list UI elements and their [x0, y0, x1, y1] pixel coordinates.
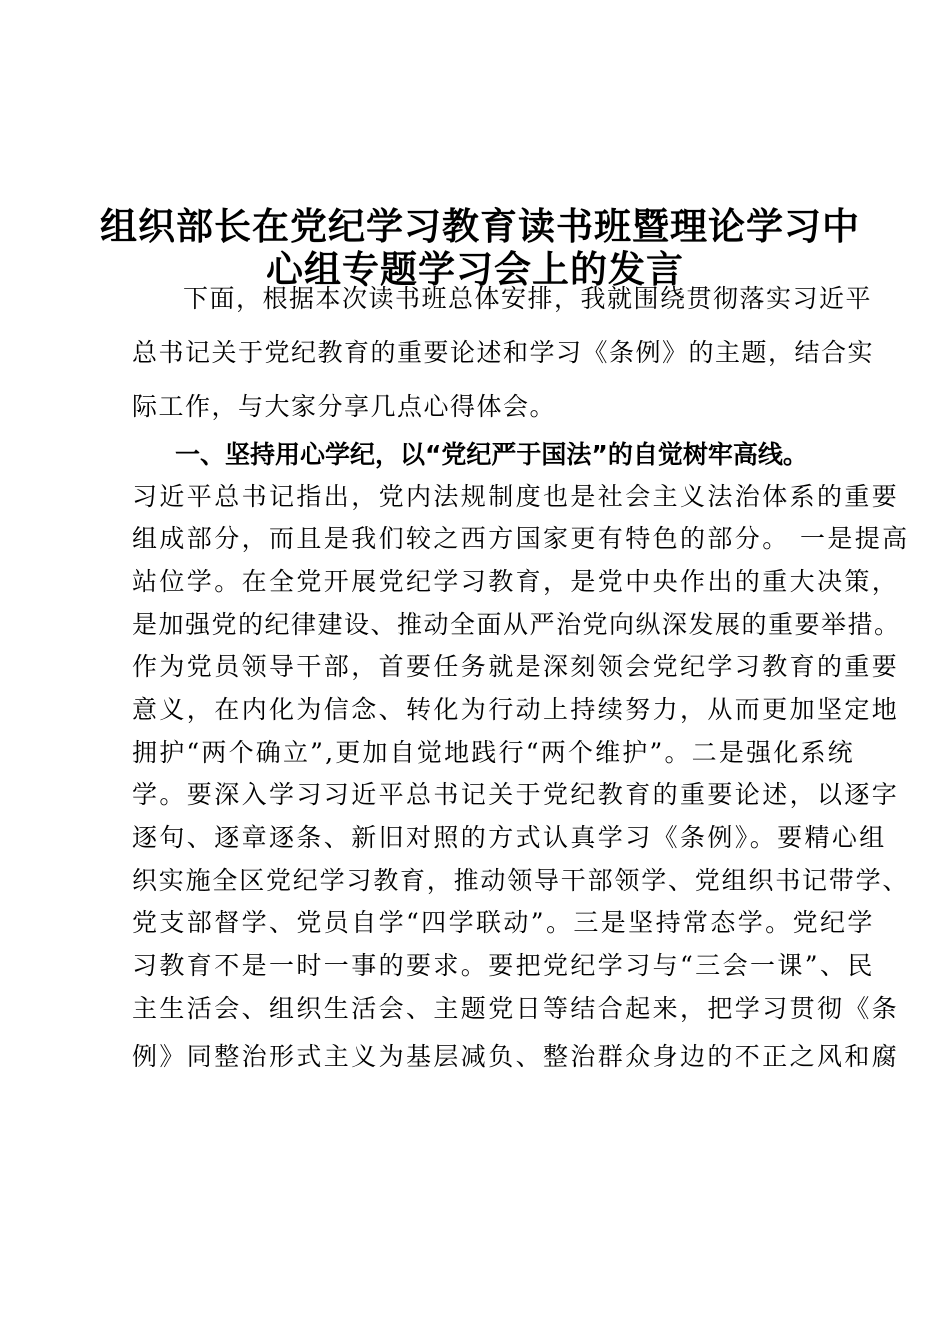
section-heading: 一、坚持用心学纪，以“党纪严于国法”的自觉树牢高线。 — [175, 440, 808, 469]
body-paragraph-line: 作为党员领导干部，首要任务就是深刻领会党纪学习教育的重要 — [132, 652, 900, 681]
intro-paragraph-line-2: 总书记关于党纪教育的重要论述和学习《条例》的主题，结合实 — [132, 338, 875, 367]
body-paragraph-line: 学。要深入学习习近平总书记关于党纪教育的重要论述，以逐字 — [132, 780, 900, 809]
body-paragraph-line: 站位学。在全党开展党纪学习教育，是党中央作出的重大决策， — [132, 567, 900, 596]
document-title-line-2: 心组专题学习会上的发言 — [266, 248, 684, 291]
document-title-line-1: 组织部长在党纪学习教育读书班暨理论学习中 — [100, 205, 860, 248]
intro-paragraph-line-3: 际工作，与大家分享几点心得体会。 — [132, 392, 557, 421]
body-paragraph-line: 主生活会、组织生活会、主题党日等结合起来，把学习贯彻《条 — [132, 994, 900, 1023]
body-paragraph-line: 逐句、逐章逐条、新旧对照的方式认真学习《条例》。要精心组 — [132, 823, 887, 852]
body-paragraph-line: 拥护“两个确立”,更加自觉地践行“两个维护”。二是强化系统 — [132, 738, 855, 767]
body-paragraph-line: 例》同整治形式主义为基层减负、整治群众身边的不正之风和腐 — [132, 1042, 900, 1071]
body-paragraph-line: 是加强党的纪律建设、推动全面从严治党向纵深发展的重要举措。 — [132, 610, 901, 639]
body-paragraph-line: 党支部督学、党员自学“四学联动”。三是坚持常态学。党纪学 — [132, 908, 875, 937]
intro-paragraph-line-1: 下面，根据本次读书班总体安排，我就围绕贯彻落实习近平 — [183, 284, 873, 313]
body-paragraph-line: 组成部分，而且是我们较之西方国家更有特色的部分。 一是提高 — [132, 524, 910, 553]
body-paragraph-line: 意义，在内化为信念、转化为行动上持续努力，从而更加坚定地 — [132, 695, 900, 724]
body-paragraph-line: 织实施全区党纪学习教育，推动领导干部领学、党组织书记带学、 — [132, 866, 910, 895]
body-paragraph-line: 习近平总书记指出，党内法规制度也是社会主义法治体系的重要 — [132, 482, 900, 511]
body-paragraph-line: 习教育不是一时一事的要求。要把党纪学习与“三会一课”、民 — [132, 951, 875, 980]
